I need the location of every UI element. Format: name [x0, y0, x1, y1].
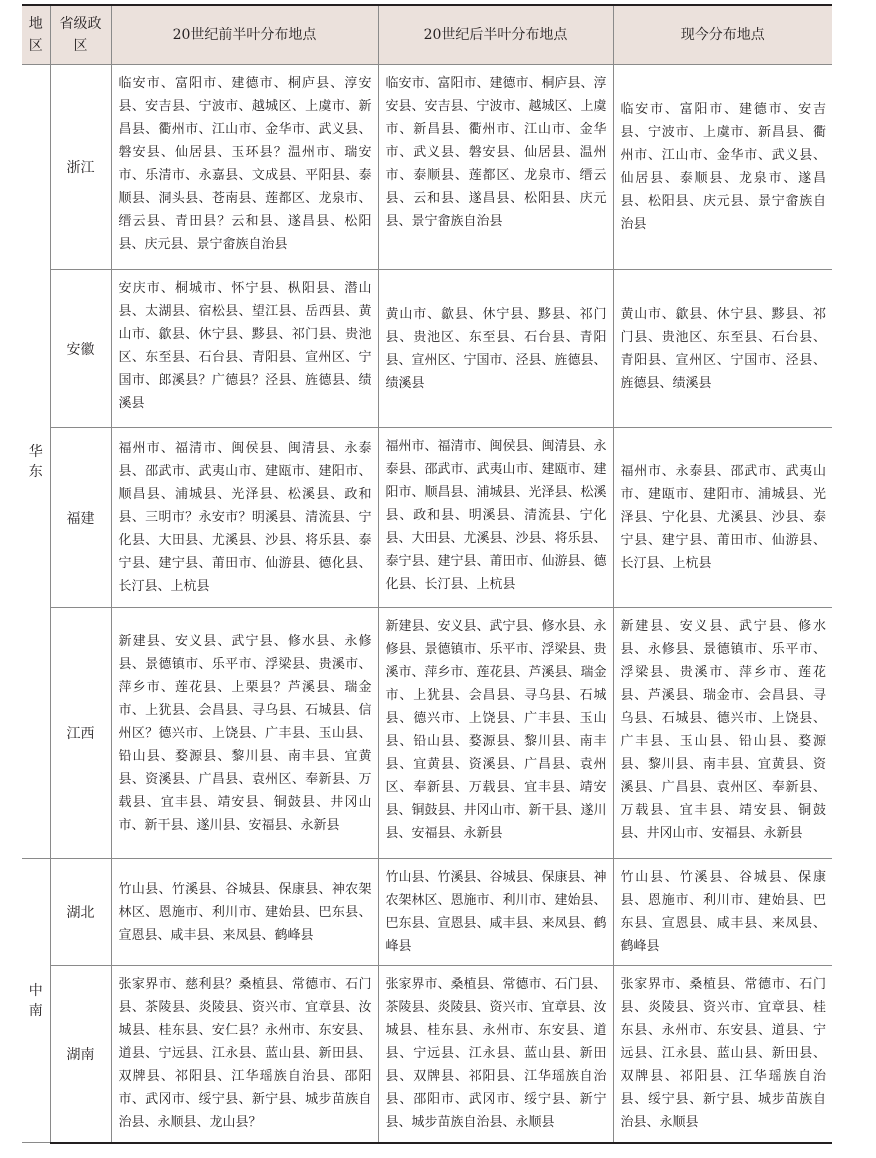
- header-early: 20世纪前半叶分布地点: [111, 5, 378, 65]
- province-cell: 浙江: [50, 65, 111, 270]
- province-cell: 湖南: [50, 966, 111, 1143]
- late-cell: 张家界市、桑植县、常德市、石门县、茶陵县、炎陵县、资兴市、宜章县、汝城县、桂东县、永州市、东安县、道县、宁远县、江永县、蓝山县、新田县、双牌县、祁阳县、江华瑶族自治县、邵阳市、武冈市、绥宁县、新宁县、城步苗族自治县、永顺县: [378, 966, 613, 1143]
- late-cell: 黄山市、歙县、休宁县、黟县、祁门县、贵池区、东至县、石台县、青阳县、宣州区、宁国市、泾县、旌德县、绩溪县: [378, 270, 613, 428]
- header-current: 现今分布地点: [613, 5, 832, 65]
- province-cell: 湖北: [50, 859, 111, 966]
- header-late: 20世纪后半叶分布地点: [378, 5, 613, 65]
- table-row: [22, 859, 832, 966]
- current-cell: 黄山市、歙县、休宁县、黟县、祁门县、贵池区、东至县、石台县、青阳县、宣州区、宁国市、泾县、旌德县、绩溪县: [613, 270, 832, 428]
- header-region: 地区: [22, 5, 50, 65]
- current-cell: 福州市、永泰县、邵武市、武夷山市、建瓯市、建阳市、浦城县、光泽县、宁化县、尤溪县、沙县、泰宁县、建宁县、莆田市、仙游县、长汀县、上杭县: [613, 428, 832, 608]
- distribution-table: [22, 4, 832, 1144]
- late-cell: 临安市、富阳市、建德市、桐庐县、淳安县、安吉县、宁波市、越城区、上虞市、新昌县、衢州市、江山市、金华市、武义县、磐安县、仙居县、温州市、泰顺县、莲都区、龙泉市、缙云县、云和县、遂昌县、松阳县、庆元县、景宁畲族自治县: [378, 65, 613, 270]
- late-cell: 福州市、福清市、闽侯县、闽清县、永泰县、邵武市、武夷山市、建瓯市、建阳市、顺昌县、浦城县、光泽县、松溪县、政和县、明溪县、清流县、宁化县、大田县、尤溪县、沙县、将乐县、泰宁县、建宁县、莆田市、仙游县、德化县、长汀县、上杭县: [378, 428, 613, 608]
- early-cell: 新建县、安义县、武宁县、修水县、永修县、景德镇市、乐平市、浮梁县、贵溪市、萍乡市、莲花县、上栗县？芦溪县、瑞金市、上犹县、会昌县、寻乌县、石城县、信州区？德兴市、上饶县、广丰县、玉山县、铅山县、婺源县、黎川县、南丰县、宜黄县、资溪县、广昌县、袁州区、奉新县、万载县、宜丰县、靖安县、铜鼓县、井冈山市、新干县、遂川县、安福县、永新县: [111, 608, 378, 859]
- early-cell: 竹山县、竹溪县、谷城县、保康县、神农架林区、恩施市、利川市、建始县、巴东县、宣恩县、咸丰县、来凤县、鹤峰县: [111, 859, 378, 966]
- region-label: 中南: [28, 982, 43, 1019]
- table-row: [22, 608, 832, 859]
- header-province: 省级政区: [50, 5, 111, 65]
- late-cell: 竹山县、竹溪县、谷城县、保康县、神农架林区、恩施市、利川市、建始县、巴东县、宣恩县、咸丰县、来凤县、鹤峰县: [378, 859, 613, 966]
- region-label: 华东: [28, 443, 43, 480]
- region-cell: [22, 859, 50, 1143]
- region-cell: [22, 65, 50, 859]
- early-cell: 安庆市、桐城市、怀宁县、枞阳县、潜山县、太湖县、宿松县、望江县、岳西县、黄山市、歙县、休宁县、黟县、祁门县、贵池区、东至县、石台县、青阳县、宣州区、宁国市、郎溪县？广德县？泾县、旌德县、绩溪县: [111, 270, 378, 428]
- table-row: [22, 270, 832, 428]
- early-cell: 张家界市、慈利县？桑植县、常德市、石门县、茶陵县、炎陵县、资兴市、宜章县、汝城县、桂东县、安仁县？永州市、东安县、道县、宁远县、江永县、蓝山县、新田县、双牌县、祁阳县、江华瑶族自治县、邵阳市、武冈市、绥宁县、新宁县、城步苗族自治县、永顺县、龙山县？: [111, 966, 378, 1143]
- header-row: [22, 5, 832, 65]
- late-cell: 新建县、安义县、武宁县、修水县、永修县、景德镇市、乐平市、浮梁县、贵溪市、萍乡市、莲花县、芦溪县、瑞金市、上犹县、会昌县、寻乌县、石城县、德兴市、上饶县、广丰县、玉山县、铅山县、婺源县、黎川县、南丰县、宜黄县、资溪县、广昌县、袁州区、奉新县、万载县、宜丰县、靖安县、铜鼓县、井冈山市、新干县、遂川县、安福县、永新县: [378, 608, 613, 859]
- current-cell: 竹山县、竹溪县、谷城县、保康县、恩施市、利川市、建始县、巴东县、宣恩县、咸丰县、来凤县、鹤峰县: [613, 859, 832, 966]
- current-cell: 张家界市、桑植县、常德市、石门县、炎陵县、资兴市、宜章县、桂东县、永州市、东安县、道县、宁远县、江永县、蓝山县、新田县、双牌县、祁阳县、江华瑶族自治县、绥宁县、新宁县、城步苗族自治县、永顺县: [613, 966, 832, 1143]
- current-cell: 新建县、安义县、武宁县、修水县、永修县、景德镇市、乐平市、浮梁县、贵溪市、萍乡市、莲花县、芦溪县、瑞金市、会昌县、寻乌县、石城县、德兴市、上饶县、广丰县、玉山县、铅山县、婺源县、黎川县、南丰县、宜黄县、资溪县、广昌县、袁州区、奉新县、万载县、宜丰县、靖安县、铜鼓县、井冈山市、安福县、永新县: [613, 608, 832, 859]
- province-cell: 福建: [50, 428, 111, 608]
- province-cell: 江西: [50, 608, 111, 859]
- table-row: [22, 966, 832, 1143]
- province-cell: 安徽: [50, 270, 111, 428]
- early-cell: 福州市、福清市、闽侯县、闽清县、永泰县、邵武市、武夷山市、建瓯市、建阳市、顺昌县、浦城县、光泽县、松溪县、政和县、三明市？永安市？明溪县、清流县、宁化县、大田县、尤溪县、沙县、将乐县、泰宁县、建宁县、莆田市、仙游县、德化县、长汀县、上杭县: [111, 428, 378, 608]
- table-row: [22, 65, 832, 270]
- current-cell: 临安市、富阳市、建德市、安吉县、宁波市、上虞市、新昌县、衢州市、江山市、金华市、武义县、仙居县、泰顺县、龙泉市、遂昌县、松阳县、庆元县、景宁畲族自治县: [613, 65, 832, 270]
- table-row: [22, 428, 832, 608]
- early-cell: 临安市、富阳市、建德市、桐庐县、淳安县、安吉县、宁波市、越城区、上虞市、新昌县、衢州市、江山市、金华市、武义县、磐安县、仙居县、玉环县？温州市、瑞安市、乐清市、永嘉县、文成县、平阳县、泰顺县、洞头县、苍南县、莲都区、龙泉市、缙云县、青田县？云和县、遂昌县、松阳县、庆元县、景宁畲族自治县: [111, 65, 378, 270]
